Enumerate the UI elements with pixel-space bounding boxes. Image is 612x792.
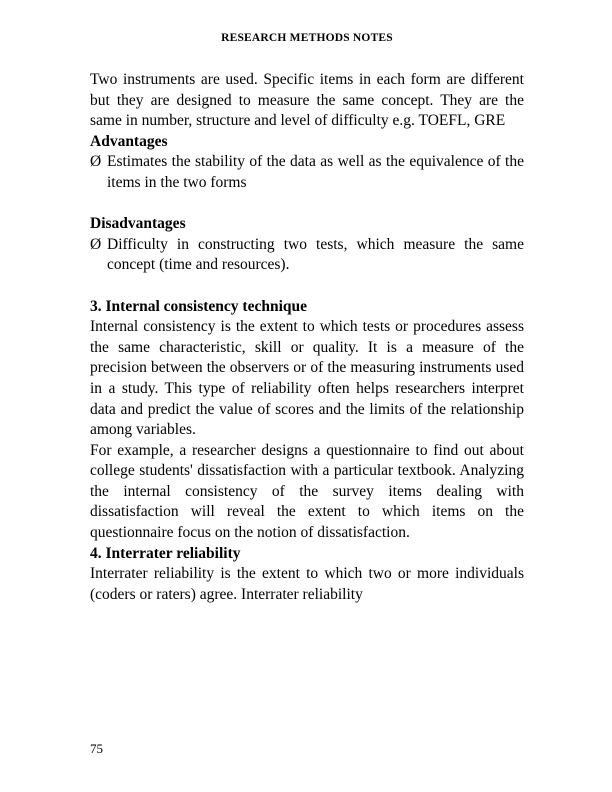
- heading-advantages: Advantages: [90, 132, 168, 150]
- paragraph-internal-consistency: Internal consistency is the extent to which tests or procedures assess the same characteristic, skill or quality. It is a measure of the precision between the observers or of the measuring instruments used in a study. This type of reliability often helps researchers interpret data and predict the value of scores and the limits of the relationship among variables.: [90, 318, 524, 439]
- heading-internal-consistency: 3. Internal consistency technique: [90, 297, 307, 315]
- paragraph-example-questionnaire: For example, a researcher designs a questionnaire to find out about college students' dissatisfaction with a particular textbook. Analyzing the internal consistency of the survey items dealing with dissatisfaction will reveal the extent to which items on the questionnaire focus on the notion of dissatisfaction.: [90, 441, 524, 542]
- paragraph-two-instruments: Two instruments are used. Specific items in each form are different but they are designed to measure the same concept. They are the same in number, structure and level of difficulty e.g. TOEFL, GRE: [90, 71, 524, 130]
- bullet-item-disadvantages: [90, 235, 524, 276]
- bullet-text-advantages: Estimates the stability of the data as well as the equivalence of the items in the two forms: [107, 153, 524, 191]
- arrow-bullet-icon: Ø: [90, 235, 102, 253]
- heading-disadvantages: Disadvantages: [90, 215, 186, 233]
- page-body: [90, 70, 524, 605]
- paragraph-interrater-reliability: Interrater reliability is the extent to which two or more individuals (coders or raters) agree. Interrater reliability: [90, 565, 524, 603]
- document-page: [90, 32, 524, 605]
- page-number: 75: [90, 741, 103, 756]
- bullet-text-disadvantages: Difficulty in constructing two tests, which measure the same concept (time and resources).: [107, 235, 524, 274]
- arrow-bullet-icon: Ø: [90, 153, 102, 171]
- heading-interrater-reliability: 4. Interrater reliability: [90, 544, 241, 562]
- page-header: RESEARCH METHODS NOTES: [221, 32, 393, 44]
- bullet-item-advantages: [90, 152, 524, 193]
